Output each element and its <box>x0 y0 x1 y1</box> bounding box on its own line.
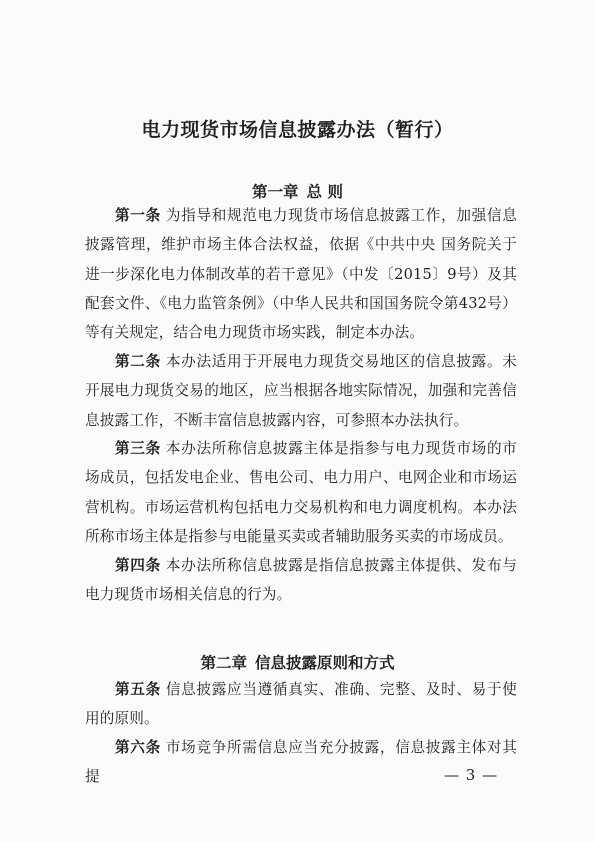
article-paragraph <box>85 201 517 347</box>
article-text: 为指导和规范电力现货市场信息披露工作，加强信息披露管理，维护市场主体合法权益，依据《中共中央 国务院关于进一步深化电力体制改革的若干意见》（中发〔2015〕9号）及其配套文件、《电力监管条例》（中华人民共和国国务院令第432号）等有关规定，结合电力现货市场实践，制定本办法。 <box>85 207 518 342</box>
article-label: 第三条 <box>115 440 161 457</box>
article-text: 本办法所称信息披露是指信息披露主体提供、发布与电力现货市场相关信息的行为。 <box>85 557 518 604</box>
article-paragraph <box>85 551 517 610</box>
article-text: 市场竞争所需信息应当充分披露，信息披露主体对其提 <box>85 739 518 786</box>
article-label: 第二条 <box>115 353 161 370</box>
article-label: 第一条 <box>115 207 161 224</box>
page-number: — 3 — <box>444 766 499 784</box>
chapter-name: 信息披露原则和方式 <box>255 654 395 672</box>
article-paragraph <box>85 347 517 435</box>
chapter-number: 第一章 <box>252 183 299 201</box>
document-title: 电力现货市场信息披露办法（暂行） <box>141 119 454 141</box>
article-text: 本办法所称信息披露主体是指参与电力现货市场的市场成员，包括发电企业、售电公司、电力用户、电网企业和市场运营机构。市场运营机构包括电力交易机构和电力调度机构。本办法所称市场主体是指参与电能量买卖或者辅助服务买卖的市场成员。 <box>85 440 518 545</box>
chapter-name: 总 则 <box>306 183 343 201</box>
article-text: 本办法适用于开展电力现货交易地区的信息披露。未开展电力现货交易的地区，应当根据各地实际情况，加强和完善信息披露工作，不断丰富信息披露内容，可参照本办法执行。 <box>85 353 518 429</box>
chapter-number: 第二章 <box>200 654 247 672</box>
chapter-heading <box>0 651 595 673</box>
article-text: 信息披露应当遵循真实、准确、完整、及时、易于使用的原则。 <box>85 681 518 728</box>
article-label: 第四条 <box>115 557 161 574</box>
article-paragraph <box>85 675 517 734</box>
article-paragraph <box>85 733 518 786</box>
chapter-heading <box>0 180 595 202</box>
article-paragraph <box>85 434 517 551</box>
article-label: 第五条 <box>115 681 161 698</box>
article-label: 第六条 <box>115 739 161 756</box>
